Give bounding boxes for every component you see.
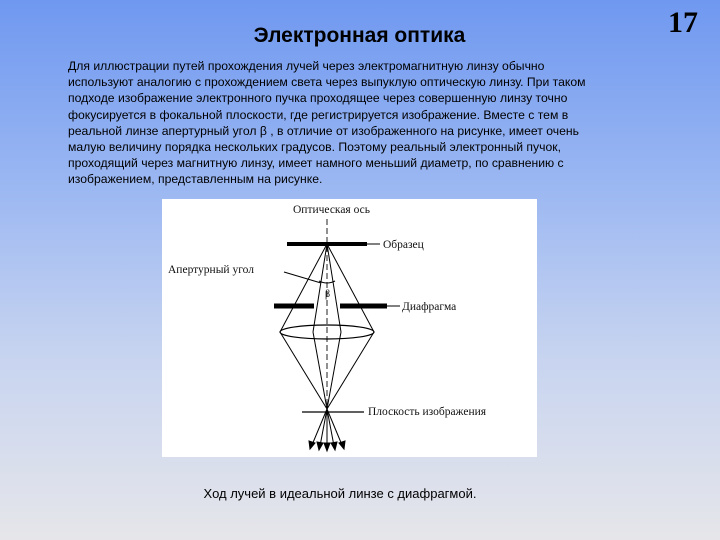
lens-ray-diagram (162, 199, 537, 457)
body-paragraph (68, 58, 668, 188)
body-line: подходе изображение электронного пучка проходящее через совершенную линзу точно (68, 91, 568, 106)
body-line: реальной линзе апертурный угол β , в отличие от изображенного на рисунке, имеет очень (68, 123, 579, 138)
body-line: малую величину порядка нескольких градусов. Поэтому реальный электронный пучок, (68, 140, 561, 155)
ray-diagram-svg (162, 199, 537, 457)
aperture-angle-label: Апертурный угол (168, 264, 254, 276)
diaphragm-label: Диафрагма (402, 301, 457, 313)
slide-number: 17 (668, 6, 698, 39)
body-line: изображением, представленным на рисунке. (68, 172, 323, 187)
aperture-angle-pointer (284, 272, 321, 283)
body-line: Для иллюстрации путей прохождения лучей через электромагнитную линзу обычно (68, 59, 545, 73)
body-line: используют аналогию с прохождением света через выпуклую оптическую линзу. При таком (68, 75, 586, 90)
body-line: фокусируется в фокальной плоскости, где регистрируется изображение. Вместе с тем в (68, 107, 569, 122)
axis-label: Оптическая ось (293, 204, 370, 216)
figure-caption: Ход лучей в идеальной линзе с диафрагмой. (203, 486, 477, 501)
body-line: проходящий через магнитную линзу, имеет намного меньший диаметр, по сравнению с (68, 156, 564, 171)
beta-label: β (325, 289, 331, 300)
diverging-rays (309, 409, 345, 451)
slide-title: Электронная оптика (253, 24, 466, 47)
specimen-label: Образец (383, 239, 424, 251)
image-plane-label: Плоскость изображения (368, 406, 487, 418)
